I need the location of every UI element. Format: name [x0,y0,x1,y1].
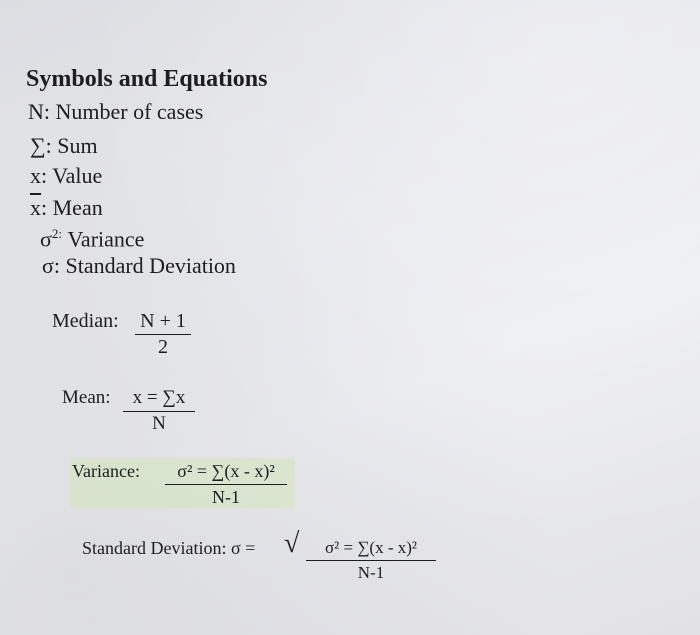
variance-fraction [165,459,287,509]
std-dev-denominator: N-1 [357,563,385,582]
symbol-mean-xbar: $\overline{x}$ [30,195,41,220]
std-dev-numerator: σ² = ∑(x - x)² [306,536,436,561]
median-fraction [135,309,191,359]
symbol-sum: ∑: Sum [30,133,98,158]
std-dev-fraction [306,536,436,584]
variance-label: Variance: [72,461,140,481]
median-numerator: N + 1 [135,309,191,335]
symbol-variance-label: Variance [61,226,145,252]
square-root-icon: √ [284,528,300,559]
symbol-variance-sigma: σ [40,226,52,252]
page-title: Symbols and Equations [26,66,268,92]
symbol-mean-label: : Mean [41,195,103,220]
symbol-variance [40,226,144,252]
variance-denominator: N-1 [212,487,240,507]
mean-label: Mean: [62,387,111,408]
std-dev-label: Standard Deviation: σ = [82,538,256,558]
symbol-n: N: Number of cases [28,99,204,124]
median-denominator: 2 [158,336,168,358]
symbol-std-dev: σ: Standard Deviation [42,253,236,278]
mean-fraction [123,386,195,436]
variance-numerator: σ² = ∑(x - x)² [165,459,287,485]
symbol-variance-sup: 2: [51,226,62,241]
mean-numerator: x = ∑x [123,386,195,412]
symbol-value: x: Value [30,163,103,188]
median-label: Median: [52,310,119,332]
symbol-mean [30,195,103,221]
mean-denominator: N [152,413,166,434]
